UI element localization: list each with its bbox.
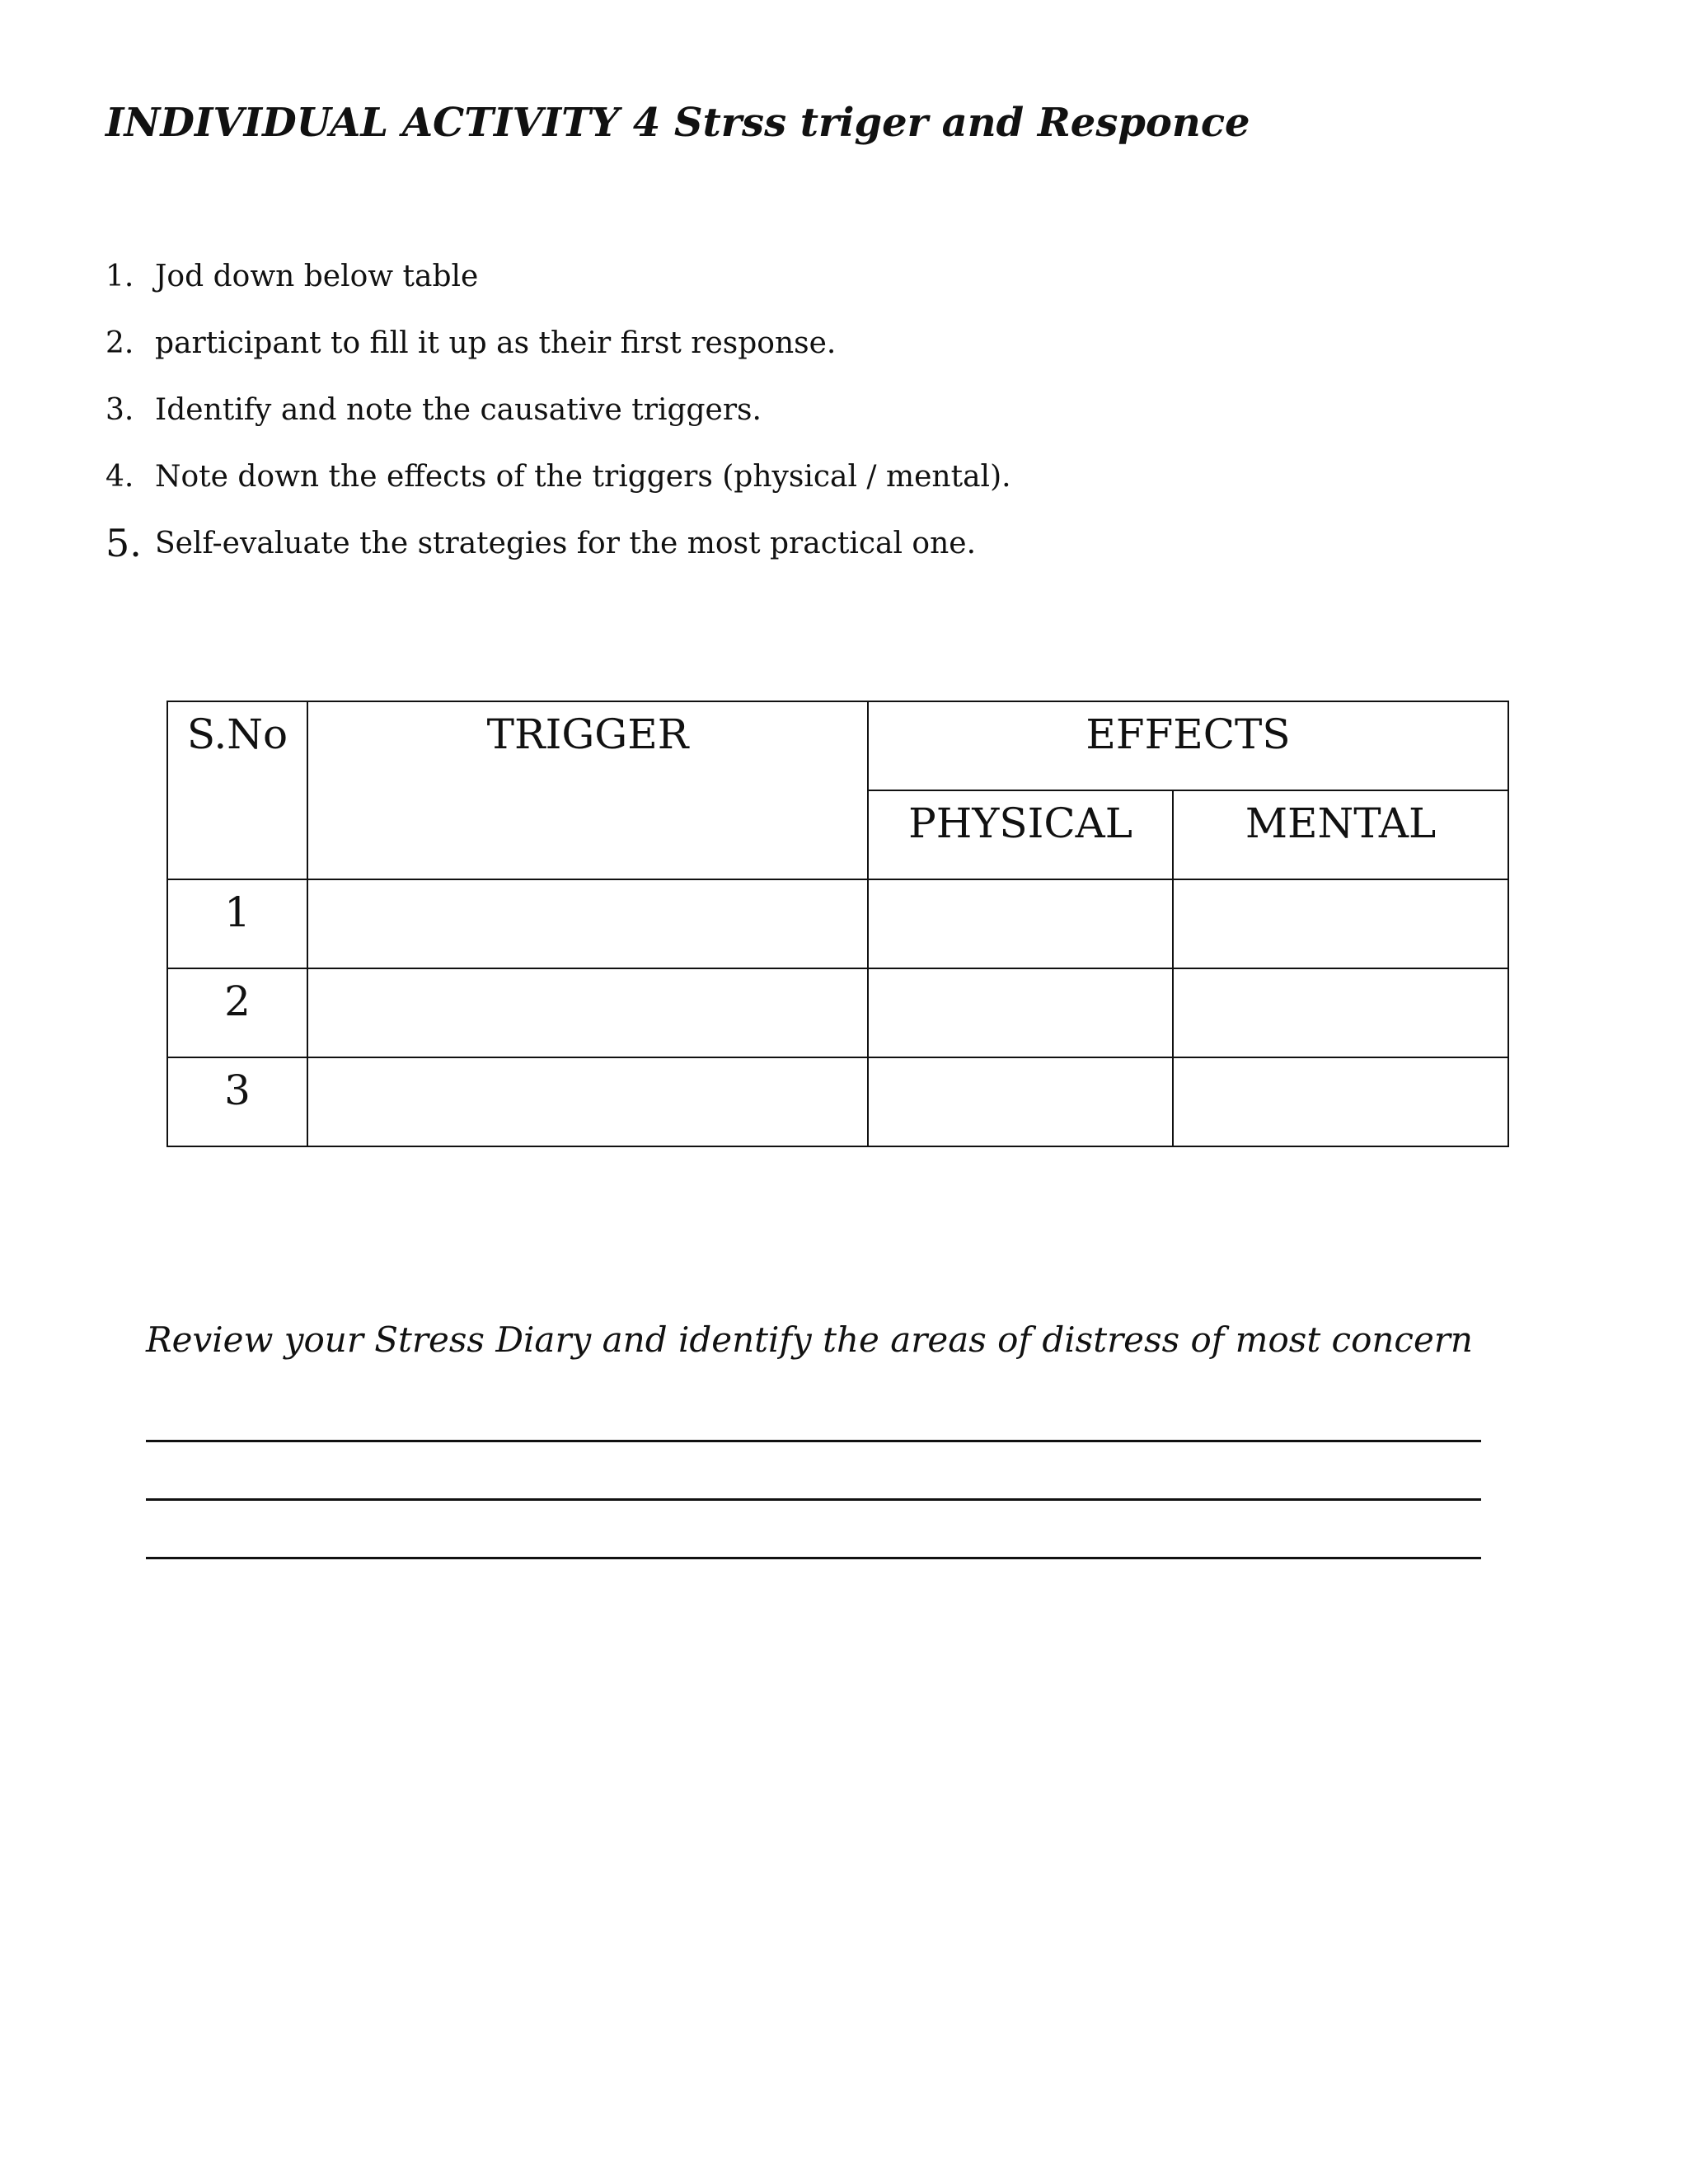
mental-effect-cell[interactable]: [1173, 968, 1508, 1057]
header-trigger: [307, 701, 868, 879]
sno-cell: [167, 968, 307, 1057]
header-physical: [868, 790, 1173, 879]
sno-cell: [167, 879, 307, 968]
trigger-cell[interactable]: [307, 1057, 868, 1146]
instruction-text: Note down the effects of the triggers (physical / mental).: [155, 460, 1011, 494]
instruction-number: 4.: [106, 460, 134, 494]
review-prompt: Review your Stress Diary and identify the areas of distress of most concern: [146, 1319, 1473, 1360]
answer-line[interactable]: [146, 1557, 1481, 1559]
table-row: [167, 879, 1508, 968]
instruction-text: Identify and note the causative triggers.: [155, 393, 762, 427]
table-row: [167, 968, 1508, 1057]
header-mental-label: MENTAL: [1245, 799, 1437, 847]
header-effects-label: EFFECTS: [1085, 710, 1291, 758]
trigger-cell[interactable]: [307, 879, 868, 968]
instruction-number: 1.: [106, 260, 134, 293]
mental-effect-cell[interactable]: [1173, 1057, 1508, 1146]
header-trigger-label: TRIGGER: [486, 710, 689, 758]
instruction-number: 3.: [106, 393, 134, 427]
table-row: [167, 1057, 1508, 1146]
header-physical-label: PHYSICAL: [908, 799, 1132, 847]
header-effects: [868, 701, 1508, 790]
physical-effect-cell[interactable]: [868, 879, 1173, 968]
instruction-number: 5.: [106, 521, 142, 565]
instruction-text: participant to fill it up as their first response.: [155, 326, 837, 360]
sno-value: 2: [224, 977, 251, 1025]
header-sno-label: S.No: [186, 710, 288, 758]
stress-trigger-table: [166, 701, 1509, 1147]
page-title: INDIVIDUAL ACTIVITY 4 Strss triger and Responce: [106, 100, 1250, 146]
trigger-cell[interactable]: [307, 968, 868, 1057]
header-sno: [167, 701, 307, 879]
instruction-number: 2.: [106, 326, 134, 360]
physical-effect-cell[interactable]: [868, 968, 1173, 1057]
table-header-row: [167, 701, 1508, 790]
sno-cell: [167, 1057, 307, 1146]
sno-value: 1: [224, 888, 251, 936]
instruction-text: Self-evaluate the strategies for the most practical one.: [155, 527, 977, 560]
header-mental: [1173, 790, 1508, 879]
physical-effect-cell[interactable]: [868, 1057, 1173, 1146]
answer-line[interactable]: [146, 1498, 1481, 1501]
sno-value: 3: [224, 1066, 251, 1114]
mental-effect-cell[interactable]: [1173, 879, 1508, 968]
answer-line[interactable]: [146, 1440, 1481, 1442]
instruction-text: Jod down below table: [155, 260, 479, 293]
